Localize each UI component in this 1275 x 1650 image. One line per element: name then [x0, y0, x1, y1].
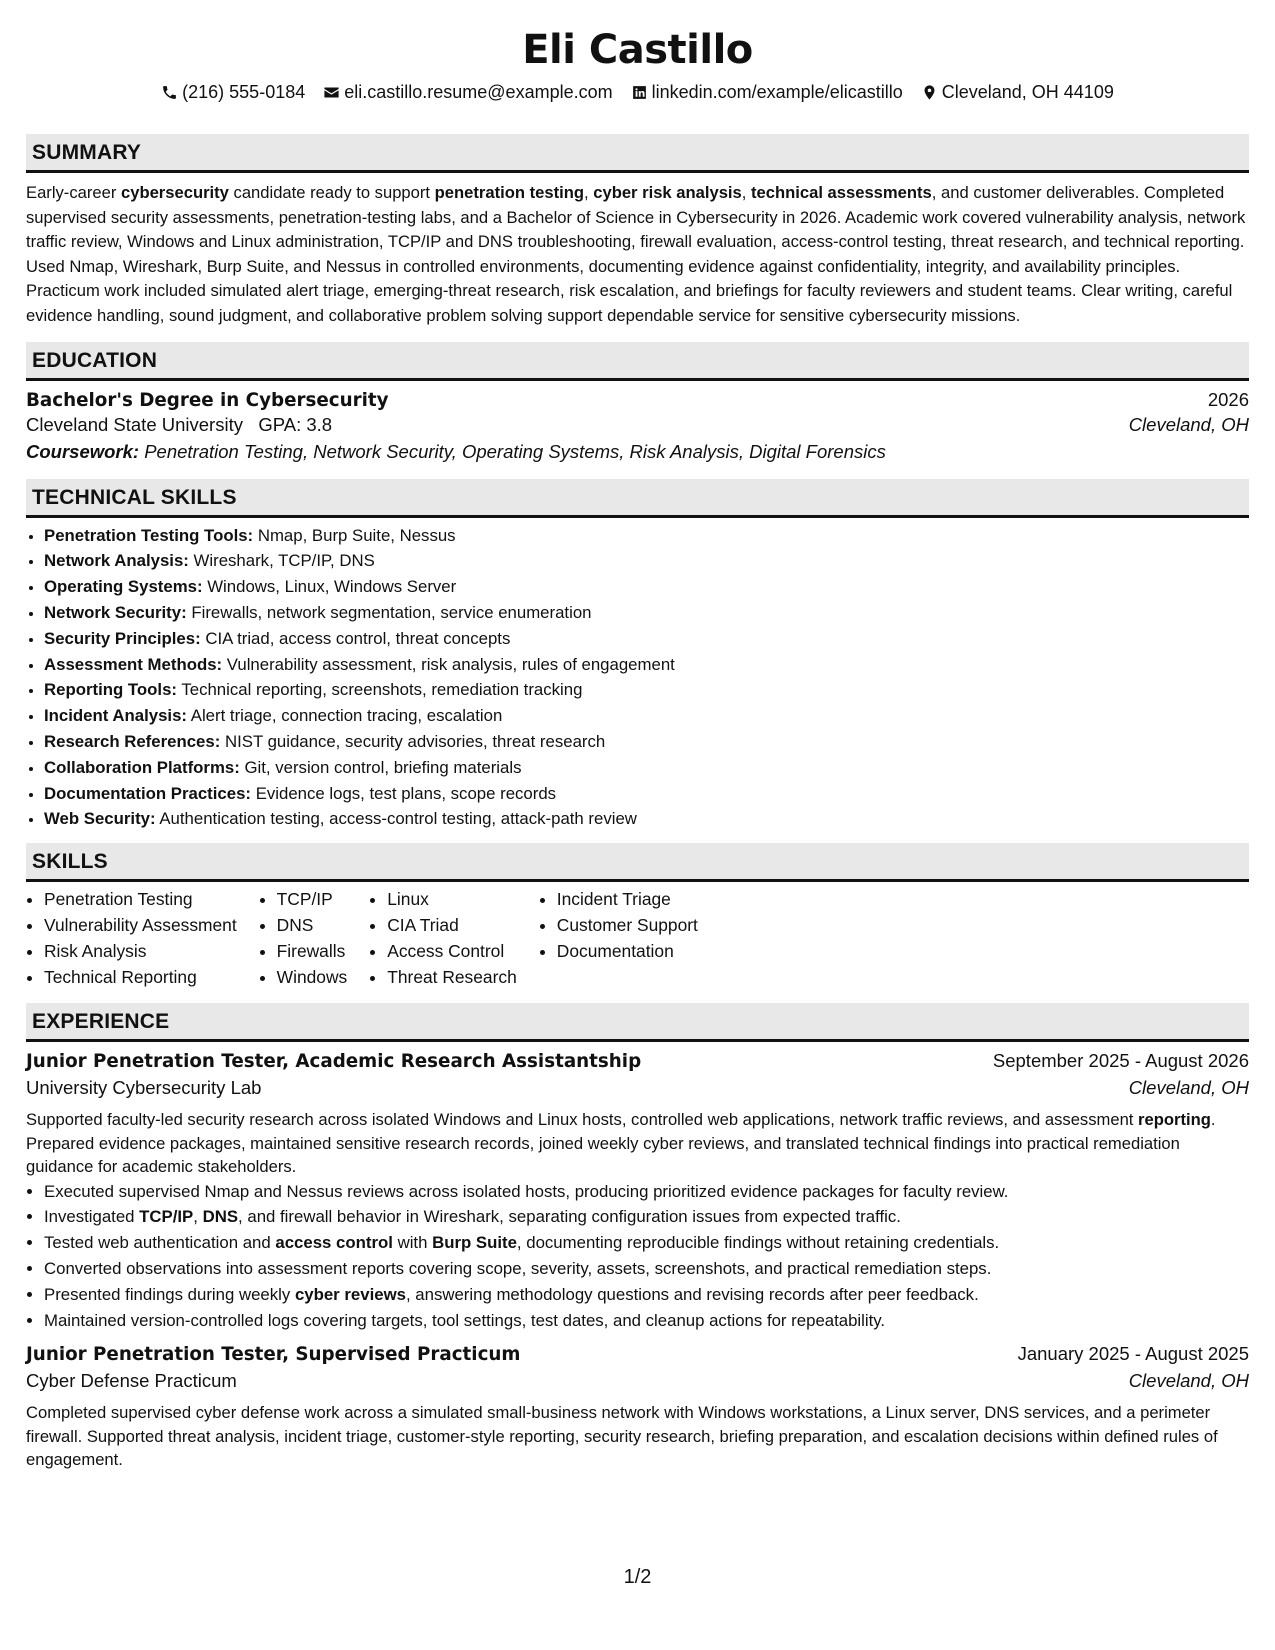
skill-values: Vulnerability assessment, risk analysis, rules of engagement	[226, 654, 675, 674]
school-name: Cleveland State University	[26, 413, 243, 435]
bold-keyword: penetration testing	[434, 183, 584, 202]
job-location: Cleveland, OH	[1128, 1370, 1249, 1392]
text-run: Tested web authentication and	[44, 1233, 276, 1253]
technical-skills-list	[26, 523, 1249, 833]
skill-item: • Vulnerability Assessment	[44, 913, 237, 939]
skills-column	[26, 887, 237, 990]
contact-bar	[26, 78, 1249, 106]
skill-item: • Linux	[387, 887, 517, 913]
skill-item: • Access Control	[387, 939, 517, 965]
phone-text: (216) 555-0184	[182, 82, 306, 102]
skill-item: • Firewalls	[277, 939, 348, 965]
skill-category: Reporting Tools:	[44, 680, 177, 700]
page-number: 1/2	[623, 1566, 652, 1588]
coursework-label: Coursework:	[26, 440, 140, 462]
skill-category: Network Security:	[44, 602, 187, 622]
skill-item: • TCP/IP	[277, 887, 348, 913]
technical-skill-item	[44, 574, 1249, 600]
job-bullet	[44, 1308, 1249, 1334]
map-pin-icon	[921, 84, 938, 101]
skill-values: Nmap, Burp Suite, Nessus	[257, 525, 456, 545]
phone-icon	[161, 84, 178, 101]
job-dates: January 2025 - August 2025	[1017, 1343, 1249, 1365]
technical-skills-section	[26, 479, 1249, 833]
text-run: . Prepared evidence packages, maintained sensitive research records, joined weekly cyber reviews, and translated technical findings into practical remediation guidance for academic stakeholders.	[26, 1110, 1216, 1177]
job-header-row	[26, 1050, 1249, 1072]
education-section	[26, 342, 1249, 463]
contact-linkedin[interactable]	[631, 78, 903, 106]
bold-keyword: Burp Suite	[432, 1233, 517, 1253]
text-run: Supported faculty-led security research across isolated Windows and Linux hosts, controlled web applications, network traffic reviews, and assessment	[26, 1110, 1139, 1130]
text-run: with	[392, 1233, 433, 1253]
text-run: Maintained version-controlled logs covering targets, tool settings, test dates, and cleanup actions for repeatability.	[44, 1310, 886, 1330]
text-run: , documenting reproducible findings without retaining credentials.	[516, 1233, 1000, 1253]
job-location: Cleveland, OH	[1128, 1077, 1249, 1099]
technical-skill-item	[44, 729, 1249, 755]
job-organization: University Cybersecurity Lab	[26, 1077, 262, 1099]
summary-section	[26, 134, 1249, 329]
job-summary	[26, 1401, 1249, 1471]
text-run: ,	[584, 183, 594, 202]
skill-values: Technical reporting, screenshots, remediation tracking	[181, 680, 583, 700]
technical-skill-item	[44, 626, 1249, 652]
experience-section	[26, 1003, 1249, 1471]
technical-skill-item	[44, 523, 1249, 549]
experience-heading: EXPERIENCE	[26, 1003, 1249, 1042]
skill-item: • CIA Triad	[387, 913, 517, 939]
text-run: , and customer deliverables. Completed supervised security assessments, penetration-testing labs, and a Bachelor of Science in Cybersecurity in 2026. Academic work covered vulnerability analysis, network traffic review, Windows and Linux administration, TCP/IP and DNS troubleshooting, firewall evaluation, access-control testing, threat research, and technical reporting. Used Nmap, Wireshark, Burp Suite, and Nessus in controlled environments, documenting evidence against confidentiality, integrity, and availability principles. Practicum work included simulated alert triage, emerging-threat research, risk escalation, and briefings for faculty reviewers and student teams. Clear writing, careful evidence handling, sound judgment, and collaborative problem solving support dependable service for sensitive cybersecurity missions.	[26, 183, 1246, 325]
skill-values: CIA triad, access control, threat concepts	[205, 628, 511, 648]
contact-location	[921, 78, 1114, 106]
job-org-row	[26, 1370, 1249, 1392]
skill-item: • Risk Analysis	[44, 939, 237, 965]
skills-column	[539, 887, 698, 990]
skill-values: Authentication testing, access-control testing, attack-path review	[159, 809, 637, 829]
linkedin-text: linkedin.com/example/elicastillo	[651, 82, 903, 102]
technical-skill-item	[44, 755, 1249, 781]
bold-keyword: cyber reviews	[294, 1284, 406, 1304]
job-bullet	[44, 1256, 1249, 1282]
job-bullet	[44, 1204, 1249, 1230]
text-run: Executed supervised Nmap and Nessus reviews across isolated hosts, producing prioritized evidence packages for faculty review.	[44, 1181, 1009, 1201]
skill-category: Assessment Methods:	[44, 654, 223, 674]
coursework-list: Penetration Testing, Network Security, Operating Systems, Risk Analysis, Digital Forensics	[144, 440, 886, 462]
skill-item: • Windows	[277, 965, 348, 991]
skill-item: • DNS	[277, 913, 348, 939]
skill-category: Documentation Practices:	[44, 783, 252, 803]
job-header-row	[26, 1343, 1249, 1365]
skill-values: NIST guidance, security advisories, threat research	[224, 731, 606, 751]
skill-values: Wireshark, TCP/IP, DNS	[193, 551, 375, 571]
experience-list	[26, 1050, 1249, 1471]
skill-values: Windows, Linux, Windows Server	[207, 577, 457, 597]
skill-values: Firewalls, network segmentation, service enumeration	[191, 602, 592, 622]
technical-skills-heading: TECHNICAL SKILLS	[26, 479, 1249, 518]
bold-keyword: technical assessments	[751, 183, 932, 202]
skill-category: Incident Analysis:	[44, 706, 187, 726]
skill-category: Research References:	[44, 731, 221, 751]
job-org-row	[26, 1077, 1249, 1099]
job-bullet	[44, 1282, 1249, 1308]
contact-phone[interactable]	[161, 78, 305, 106]
gpa: GPA: 3.8	[258, 413, 333, 435]
text-run: , and firewall behavior in Wireshark, separating configuration issues from expected traffic.	[238, 1207, 901, 1227]
text-run: Investigated	[44, 1207, 140, 1227]
degree-year: 2026	[1207, 388, 1249, 410]
skill-values: Alert triage, connection tracing, escalation	[190, 706, 503, 726]
education-row-2	[26, 414, 1249, 436]
skill-category: Network Analysis:	[44, 551, 189, 571]
education-row-1	[26, 389, 1249, 411]
technical-skill-item	[44, 652, 1249, 678]
coursework-line	[26, 441, 1249, 463]
envelope-icon	[323, 84, 340, 101]
summary-heading: SUMMARY	[26, 134, 1249, 173]
job-title: Junior Penetration Tester, Supervised Practicum	[26, 1344, 521, 1366]
skill-item: • Technical Reporting	[44, 965, 237, 991]
skills-heading: SKILLS	[26, 843, 1249, 882]
job-bullets	[26, 1179, 1249, 1334]
skill-item: • Customer Support	[557, 913, 698, 939]
job-organization: Cyber Defense Practicum	[26, 1370, 237, 1392]
bold-keyword: reporting	[1138, 1110, 1211, 1130]
skills-column	[259, 887, 348, 990]
skills-columns	[26, 887, 1249, 990]
bold-keyword: cyber risk analysis	[593, 183, 742, 202]
text-run: Early-career	[26, 183, 121, 202]
skill-category: Penetration Testing Tools:	[44, 525, 254, 545]
job-title: Junior Penetration Tester, Academic Research Assistantship	[26, 1051, 642, 1073]
skill-category: Security Principles:	[44, 628, 201, 648]
text-run: Completed supervised cyber defense work across a simulated small-business network with Windows workstations, a Linux server, DNS services, and a perimeter firewall. Supported threat analysis, incident triage, customer-style reporting, security research, briefing preparation, and escalation decisions within defined rules of engagement.	[26, 1403, 1218, 1470]
skill-category: Collaboration Platforms:	[44, 757, 240, 777]
bold-keyword: DNS	[202, 1207, 239, 1227]
skill-item: • Incident Triage	[557, 887, 698, 913]
location-text: Cleveland, OH 44109	[941, 82, 1114, 102]
text-run: candidate ready to support	[228, 183, 435, 202]
text-run: Presented findings during weekly	[44, 1284, 295, 1304]
job-entry	[26, 1343, 1249, 1471]
job-dates: September 2025 - August 2026	[992, 1050, 1249, 1072]
technical-skill-item	[44, 703, 1249, 729]
technical-skill-item	[44, 548, 1249, 574]
degree-title: Bachelor's Degree in Cybersecurity	[26, 389, 389, 411]
skill-values: Evidence logs, test plans, scope records	[255, 783, 557, 803]
skill-category: Web Security:	[44, 809, 156, 829]
bold-keyword: access control	[275, 1233, 393, 1253]
text-run: Converted observations into assessment reports covering scope, severity, assets, screenshots, and practical remediation steps.	[44, 1258, 992, 1278]
skill-item: • Threat Research	[387, 965, 517, 991]
school-location: Cleveland, OH	[1128, 413, 1249, 435]
email-text: eli.castillo.resume@example.com	[344, 82, 613, 102]
text-run: ,	[741, 183, 751, 202]
job-bullet	[44, 1230, 1249, 1256]
skills-column	[369, 887, 517, 990]
technical-skill-item	[44, 806, 1249, 832]
skill-item: • Documentation	[557, 939, 698, 965]
job-summary	[26, 1108, 1249, 1178]
school-line	[26, 414, 332, 436]
bold-keyword: TCP/IP	[139, 1207, 194, 1227]
skills-section	[26, 843, 1249, 990]
technical-skill-item	[44, 600, 1249, 626]
skill-category: Operating Systems:	[44, 577, 203, 597]
skill-item: • Penetration Testing	[44, 887, 237, 913]
text-run: , answering methodology questions and revising records after peer feedback.	[405, 1284, 979, 1304]
job-entry	[26, 1050, 1249, 1333]
linkedin-icon	[631, 84, 648, 101]
education-heading: EDUCATION	[26, 342, 1249, 381]
candidate-name: Eli Castillo	[522, 27, 753, 73]
technical-skill-item	[44, 781, 1249, 807]
job-bullet	[44, 1179, 1249, 1205]
technical-skill-item	[44, 677, 1249, 703]
skill-values: Git, version control, briefing materials	[244, 757, 522, 777]
summary-text	[26, 181, 1249, 329]
contact-email[interactable]	[323, 78, 612, 106]
bold-keyword: cybersecurity	[120, 183, 229, 202]
text-run: ,	[193, 1207, 203, 1227]
